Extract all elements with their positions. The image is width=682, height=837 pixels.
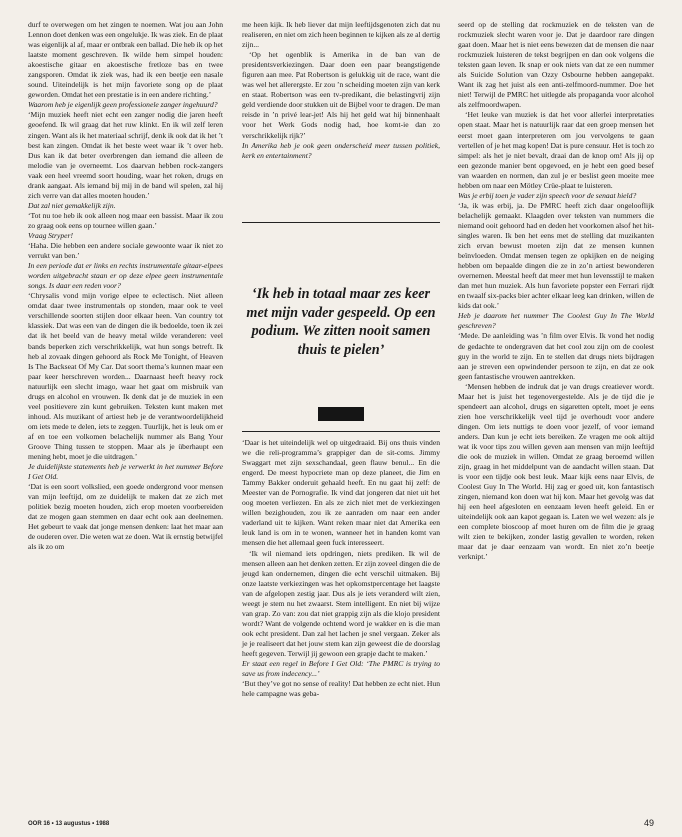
page-number: 49 [643,818,654,828]
text-column-3 [458,20,654,563]
paragraph: ‘Mijn muziek heeft niet echt een zanger nodig die jaren heeft geoefend. Ik wil graag dat het ruw klinkt. En ik wil zelf leren zingen. Want als ik het materiaal schrijf, denk ik ook dat ik het ’t best kan zingen. Omdat ik het beste weet waar ik ’t over heb. Dus kan ik dat beter overbrengen dan iemand die alleen de melodie van je overneemt. Los daarvan hebben rock-zangers vaak een heel vreemd soort houding, waar het roken, drugs en drank aangaat. Als iemand bij mij in de band wil spelen, zal hij zich verre van dat alles moeten houden.’ [28,110,223,200]
paragraph: ‘Mede. De aanleiding was ’n film over Elvis. Ik vond het nodig de gedachte te ondergraven dat het cool zou zijn om de coolest guy in the world te zijn. En te stellen dat drugs niets bijdragen aan je streven een opwindender persoon te zijn, en dat ze ook geen fantastische vrouwen aantrekken. [458,331,654,381]
interview-question: In Amerika heb je ook geen onderscheid meer tussen politiek, kerk en entertainment? [242,140,440,160]
interview-question: Was je erbij toen je vader zijn speech voor de senaat hield? [458,190,637,200]
paragraph: seerd op de stelling dat rockmuziek en de teksten van de rockmuziek slecht waren voor je. Dat je daardoor rare dingen gaat doen. Maar het is niet eens bewezen dat de mensen die naar rockmuziek luisteren de tekst begrijpen en dan ook volgens die teksten gaan leven. Ik snap er ook niets van dat ze een nummer als Suicide Solution van Ozzy Osbourne hebben aangepakt. Want ik zag het juist als een anti-zelfmoord-nummer. Doe het niet! Terwijl de PMRC het uitlegde als propaganda voor alcohol als zelfmoordwapen. [458,20,654,110]
interview-question: Heb je daarom het nummer The Coolest Guy In The World geschreven? [458,311,654,331]
paragraph: ‘Chrysalis vond mijn vorige elpee te eclectisch. Niet alleen omdat daar twee instrumentals op stonden, maar ook te veel verschillende soorten stijlen door elkaar heen. Van country tot klassiek. Dat was een van de dingen die ik bedoelde, toen ik zei dat ik het beeld van de heavy metal wilde veranderen: veel bands beperken zich verschrikkelijk, wat hun songs betreft. Ik heb al zovaak dingen gehoord als Rock Me Tonight, of Heaven Is The Backseat Of My Car. Dat soort thema’s kunnen maar een paar keer herschreven worden... Daarnaast heeft heavy rock natuurlijk een slecht imago, waar het gaat om misbruik van drugs en alcohol en vrouwen. Ik denk dat je de muziek in een veel positievere zin kunt gebruiken. Teksten kunt maken met inhoud. Als muzikant of artiest heb je de verantwoordelijkheid om iets mede te delen, iets te zeggen. Tuurlijk, het is leuk om er af en toe een volkomen belachelijk nummer als Bang Your Groove Thing tussen te stoppen. Maar als je überhaupt een mening hebt, moet je die uitdragen.’ [28,291,223,462]
paragraph: ‘Ik wil niemand iets opdringen, niets prediken. Ik wil de mensen alleen aan het denken zetten. Er zijn zoveel dingen die de jeugd kan ondernemen, dingen die echt verschil uitmaken. Bij onze laatste verkiezingen was het opkomstpercentage het laagste van de afgelopen zestig jaar. Dus als je iets veranderd wilt zien, weegt je stem nu het zwaarst. Stem intelligent. En niet bij wijze van grap. Zo van: zou dat niet grappig zijn als die klojo president wordt? Want de volgende ochtend word je wakker en is die man ook echt president. Dan zal het lachen je snel vergaan. Zeker als je je realiseert dat het jouw stem kan zijn geweest die de doorslag heeft gegeven. Terwijl jij gewoon een grapje dacht te maken.’ [242,548,440,658]
paragraph: ‘Mensen hebben de indruk dat je van drugs creatiever wordt. Maar het is juist het tegenovergestelde. Als je de tijd die je spendeert aan alcohol, drugs en sigaretten optelt, moet je eens zien hoe verschrikkelijk veel tijd je overhoudt voor andere dingen. Om iets nuttigs te doen voor jezelf, of voor iemand anders. Dan kun je echt iets bereiken. Ze vragen me ook altijd wat ik voor tips zou willen geven aan mensen van mijn leeftijd die ook de muziek in willen. Omdat ze graag beroemd willen zijn, graag in het middelpunt van de aandacht willen staan. Dat is voor een tijdje ook best leuk. Maar kijk eens naar Elvis, de Coolest Guy In The World. Hij zag er goed uit, kon fantastisch zingen, niemand kon doen wat hij kon. Maar het gevolg was dat hij een heel afgesloten en eenzaam leven heeft geleid. En er uiteindelijk ook aan kapot gegaan is. Laten we wel wezen: als je een complete bioscoop af moet huren om de film die je graag wilt zien te bekijken, zonder lastig gevallen te worden, reken maar dat je daar eenzaam van wordt. En niet zo’n beetje verknipt.’ [458,381,654,562]
decorative-bar [318,407,364,421]
interview-question: Er staat een regel in Before I Get Old: ‘The PMRC is trying to save us from indecency...’ [242,659,440,679]
interview-question: Waarom heb je eigenlijk geen professionele zanger ingehuurd? [28,100,218,110]
paragraph: me heen kijk. Ik heb liever dat mijn leeftijdsgenoten zich dat nu realiseren, en niet om zich heen beginnen te kijken als ze al dertig zijn... [242,20,440,50]
text-column-2 [242,20,440,161]
paragraph: ‘Haha. Die hebben een andere sociale gewoonte waar ik niet zo verrukt van ben.’ [28,241,223,261]
interview-question: Vraag Stryper! [28,230,74,240]
paragraph: ‘Dat is een soort volkslied, een goede ondergrond voor mensen van mijn leeftijd, om ze duidelijk te maken dat ze zich met politiek bezig moeten houden, zich erop moeten voorbereiden dat ze mogen gaan stemmen en daar echt ook aan deelnemen. Het gebeurt te vaak dat jonge mensen denken: laat het maar aan de ouderen over. Die weten wat ze doen. Wat ik ernstig betwijfel als ik zo om [28,482,223,552]
paragraph: ‘Tot nu toe heb ik ook alleen nog maar een bassist. Maar ik zou zo graag ook eens op tournee willen gaan.’ [28,210,223,230]
paragraph: ‘Ja, ik was erbij, ja. De PMRC heeft zich daar ongelooflijk belachelijk gemaakt. Klaagden over teksten van nummers die niemand ooit gehoord had en deden het voorkomen alsof het hit-singles waren. Ik ben het eens met de stelling dat muzikanten zich ervan bewust moeten zijn dat ze mensen kunnen beïnvloeden. Omdat mensen tegen ze opkijken en de neiging hebben om bepaalde dingen die ze in zo’n artiest bewonderen overnemen. Meestal heeft dat meer met hun levensstijl te maken dan met hun muziek. Als hun favoriete popster een Ferrari rijdt en twaalf six-packs bier achter elkaar leeg kan drinken, willen de kids dat ook.’ [458,200,654,311]
text-column-1 [28,20,223,552]
paragraph: ‘Het leuke van muziek is dat het voor allerlei interpretaties open staat. Maar het is natuurlijk raar dat een groep mensen het eerst moet gaan interpreteren om jou vervolgens te gaan vertellen of je het mag kopen! Dat is pure censuur. Het is toch zo simpel: als het je niet bevalt, draai dan de knop om! Als jij op een gezonde manier bent opgevoed, en je hebt een goed besef van waarden en normen, dan zul je er beslist geen moeite mee hebben om naar een Mötley Crüe-plaat te luisteren. [458,110,654,190]
text-column-2-continued [242,438,440,699]
background-image-fragment [242,225,440,259]
paragraph: durf te overwegen om het zingen te noemen. Wat jou aan John Lennon doet denken was een ongelukje. Ik was ziek. En de plaat was eigenlijk al af, maar er ontbrak een ballad. Die heb ik op het laatste moment geschreven. Ik wilde hem simpel houden: akoestische gitaar en akoestische fretloze bas en twee zangsporen. Omdat ik ziek was, had ik een beetje een nasale sound. Uiteindelijk is het mijn favoriete song op de plaat geworden. Omdat het een prestatie is in een andere richting.’ [28,20,223,100]
interview-question: In een periode dat er links en rechts instrumentale gitaar-elpees worden uitgebracht staan er op deze elpee geen instrumentale songs. Is daar een reden voor? [28,261,223,291]
paragraph: ‘Daar is het uiteindelijk wel op uitgedraaid. Bij ons thuis vinden we die reli-programma’s grappiger dan de sit-coms. Jimmy Swaggart met zijn sexschandaal, geen flauw benul... En die engerd. De meest hypocriete man op deze planeet, die Jim en Tammy Bakker onderuit gehaald heeft. En nu gaat hij zelf: de Meester van de Pornografie. Ik vind dat jongeren dat niet uit het oog moeten verliezen. En als ze zich niet met de verkiezingen willen bezighouden, zou ik ze aanraden om naar een ander vaderland uit te kijken. Want reken maar niet dat Amerika een leuk land is om in te wonen, wanneer het in handen komt van mensen die het allemaal geen fuck interesseert. [242,438,440,548]
pull-quote-box [242,222,440,432]
footer-issue-info: OOR 16 • 13 augustus • 1988 [28,821,110,827]
pull-quote: ‘Ik heb in totaal maar zes keer met mijn vader gespeeld. Op een podium. We zitten nooit samen thuis te pielen’ [246,286,436,358]
paragraph: ‘But they’ve got no sense of reality! Dat hebben ze echt niet. Hun hele campagne was geba- [242,679,440,699]
paragraph: ‘Op het ogenblik is Amerika in de ban van de presidentsverkiezingen. Daar doen een paar beangstigende figuren aan mee. Pat Robertson is gelukkig uit de race, want die was wel het allerergste. Er zou ’n scheiding moeten zijn van kerk en staat. Robertson was een tv-predikant, die belastingvrij zijn geld verdiende door stukken uit de Bijbel voor te dragen. De man reisde in ’n privé lear-jet! Als hij het geld wat hij binnenhaalt voor het Werk Gods nodig had, hoe komt-ie dan zo verschrikkelijk rijk?’ [242,50,440,140]
interview-question: Je duidelijkste statements heb je verwerkt in het nummer Before I Get Old. [28,462,223,482]
interview-question: Dat zal niet gemakkelijk zijn. [28,200,116,210]
